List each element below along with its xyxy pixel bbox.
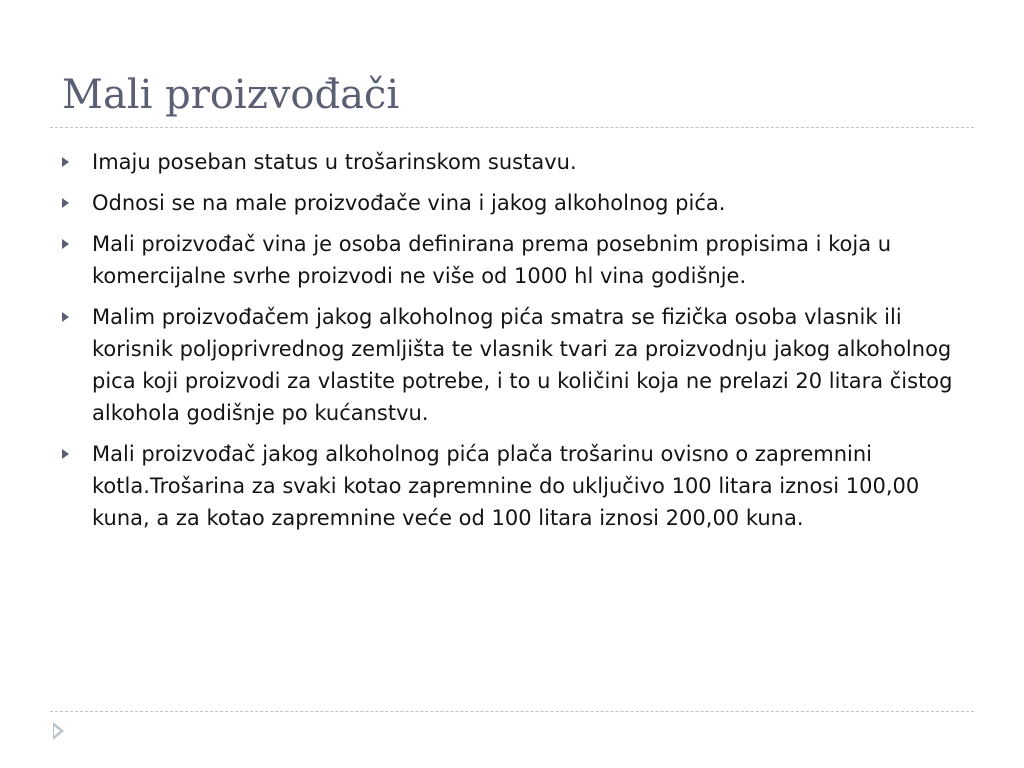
triangle-bullet-icon	[62, 198, 69, 208]
bullet-item	[62, 146, 962, 178]
bullet-text: Mali proizvođač jakog alkoholnog pića plača trošarinu ovisno o zapremnini kotla.Trošarina za svaki kotao zapremnine do uključivo 100 litara iznosi 100,00 kuna, a za kotao zapremnine veće od 100 litara iznosi 200,00 kuna.	[92, 442, 920, 530]
triangle-bullet-icon	[62, 157, 69, 167]
title-divider	[50, 127, 974, 128]
next-slide-arrow-icon[interactable]	[53, 722, 64, 740]
bullet-item	[62, 187, 962, 219]
slide-title: Mali proizvođači	[62, 72, 400, 118]
triangle-bullet-icon	[62, 239, 69, 249]
triangle-bullet-icon	[62, 449, 69, 459]
bullet-text: Mali proizvođač vina je osoba definirana prema posebnim propisima i koja u komercijalne svrhe proizvodi ne više od 1000 hl vina godišnje.	[92, 232, 892, 288]
bullet-list	[62, 146, 962, 543]
bullet-text: Odnosi se na male proizvođače vina i jakog alkoholnog pića.	[92, 191, 726, 215]
bullet-text: Malim proizvođačem jakog alkoholnog pića smatra se fizička osoba vlasnik ili korisnik poljoprivrednog zemljišta te vlasnik tvari za proizvodnju jakog alkoholnog pica koji proizvodi za vlastite potrebe, i to u količini koja ne prelazi 20 litara čistog alkohola godišnje po kućanstvu.	[92, 305, 953, 425]
triangle-bullet-icon	[62, 312, 69, 322]
bullet-text: Imaju poseban status u trošarinskom sustavu.	[92, 150, 577, 174]
bullet-item	[62, 438, 962, 534]
bullet-item	[62, 301, 962, 429]
footer-divider	[50, 711, 974, 712]
bullet-item	[62, 228, 962, 292]
